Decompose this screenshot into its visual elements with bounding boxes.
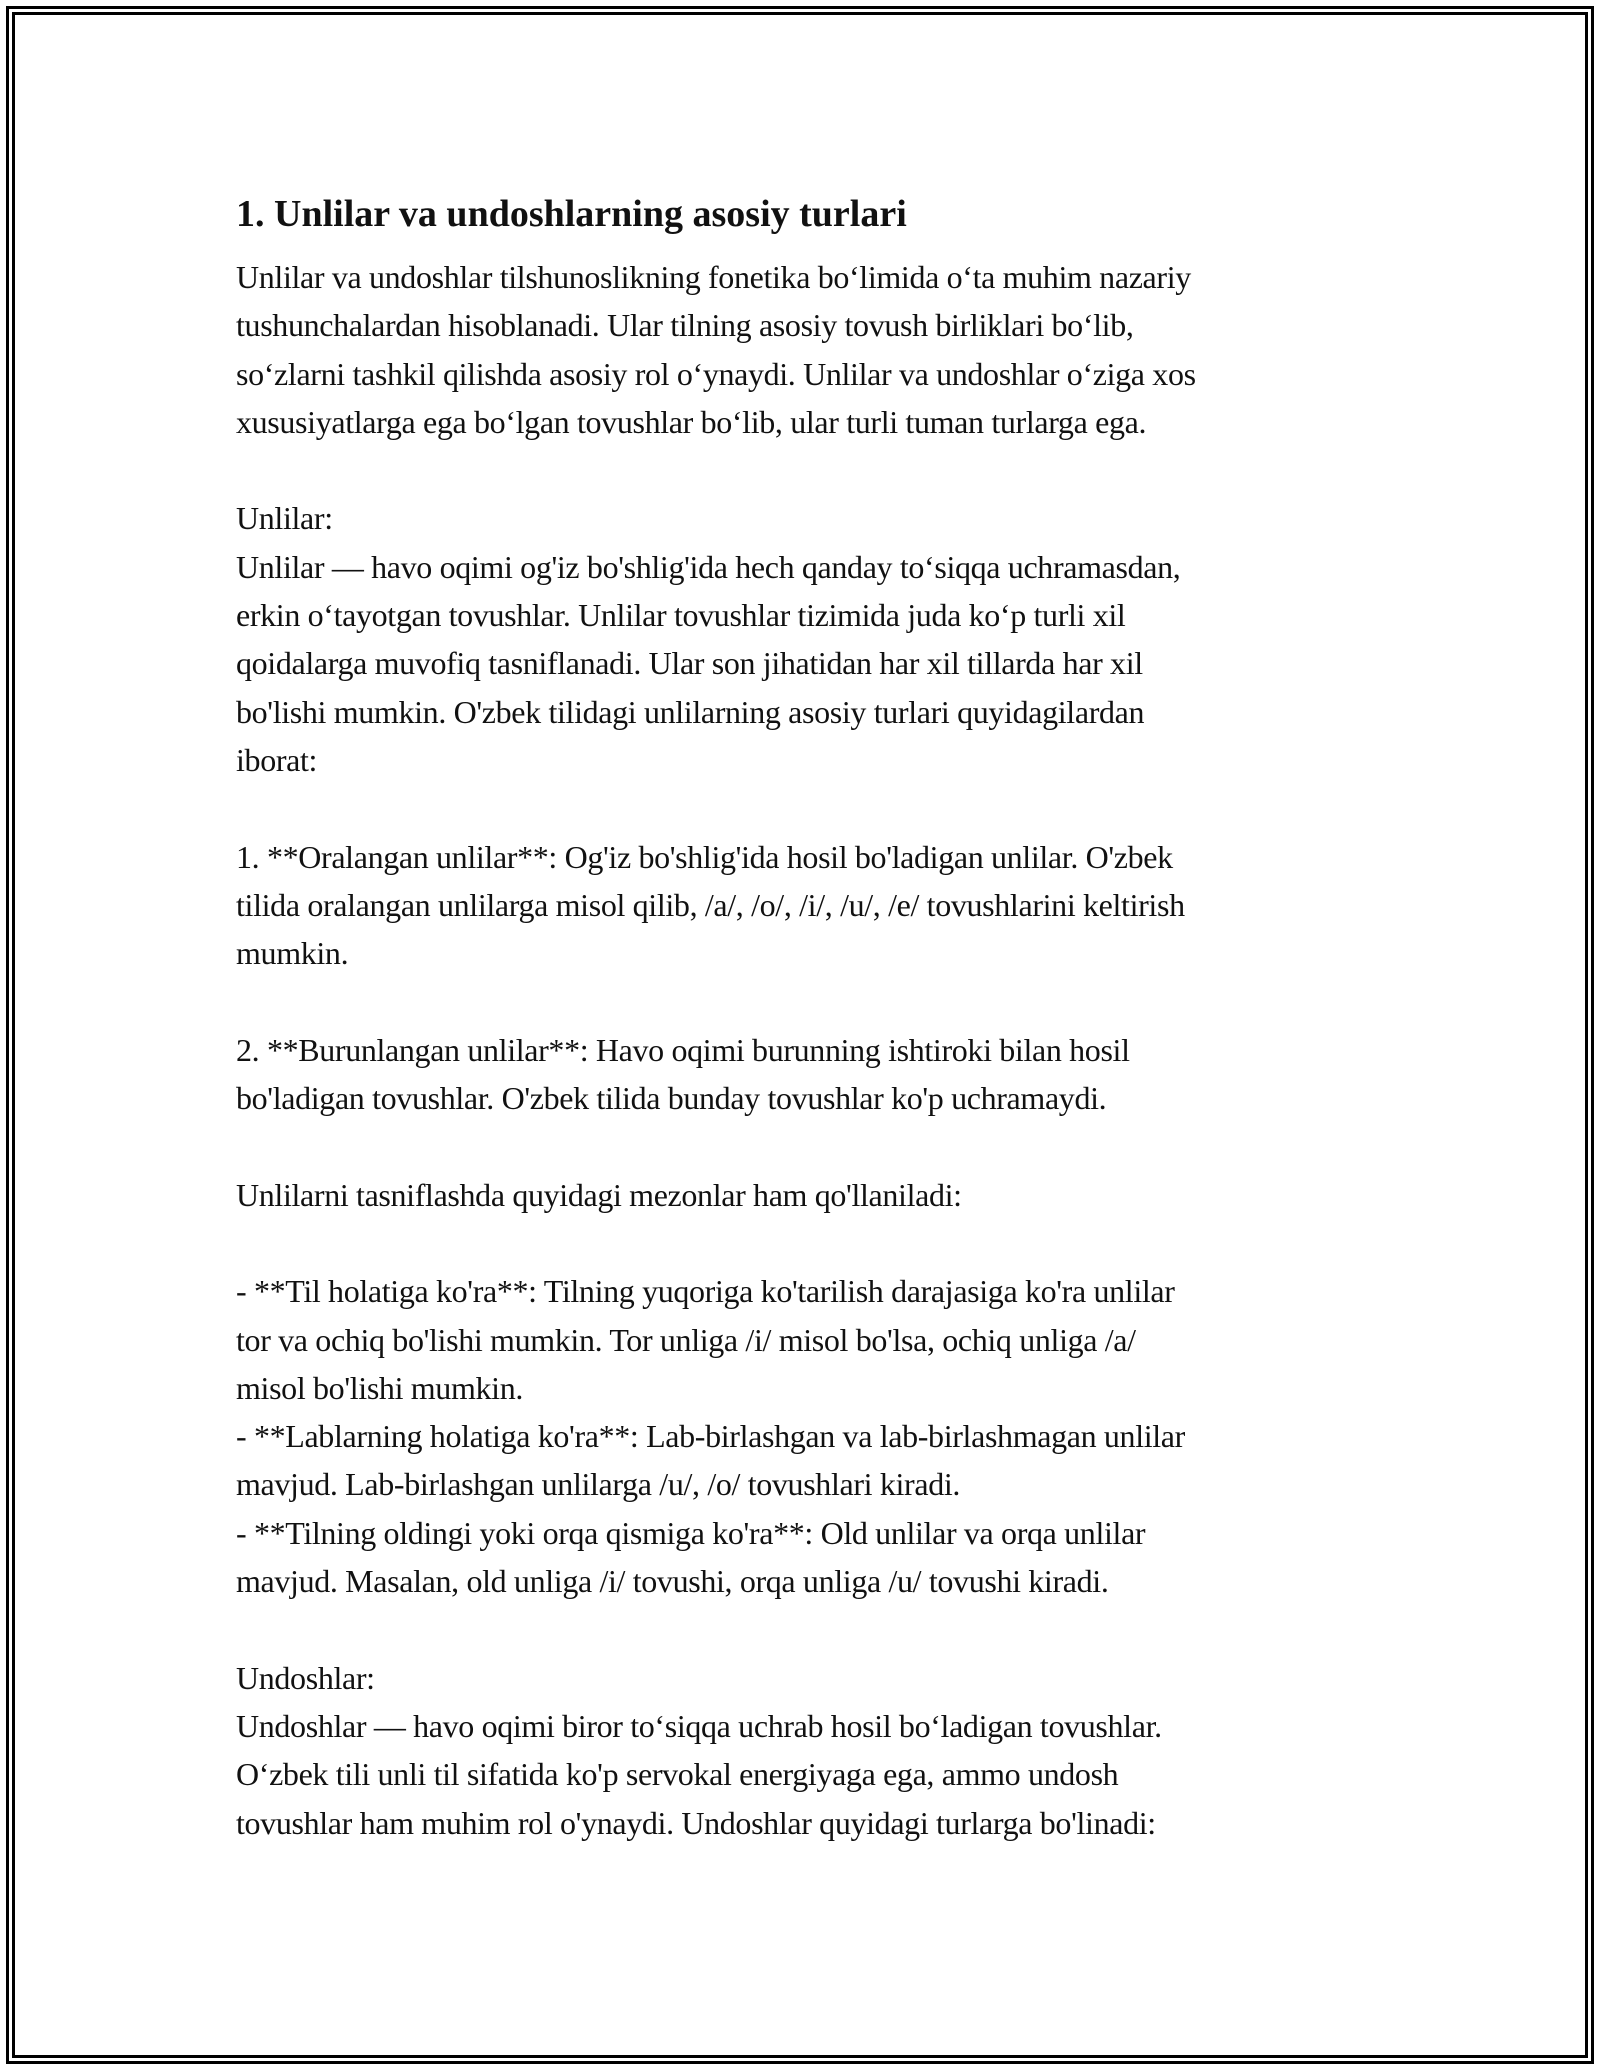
document-content bbox=[236, 186, 1376, 1847]
body-text: Unlilar va undoshlar tilshunoslikning fonetika bo‘limida o‘ta muhim nazariy tushunchalardan hisoblanadi. Ular tilning asosiy tovush birliklari bo‘lib, so‘zlarni tashkil qilishda asosiy rol o‘ynaydi. Unlilar va undoshlar o‘ziga xos xususiyatlarga ega bo‘lgan tovushlar bo‘lib, ular turli tuman turlarga ega. Unlilar: Unlilar — havo oqimi og'iz bo'shlig'ida hech qanday to‘siqqa uchramasdan, erkin o‘tayotgan tovushlar. Unlilar tovushlar tizimida juda ko‘p turli xil qoidalarga muvofiq tasniflanadi. Ular son jihatidan har xil tillarda har xil bo'lishi mumkin. O'zbek tilidagi unlilarning asosiy turlari quyidagilardan iborat: 1. **Oralangan unlilar**: Og'iz bo'shlig'ida hosil bo'ladigan unlilar. O'zbek tilida oralangan unlilarga misol qilib, /a/, /o/, /i/, /u/, /e/ tovushlarini keltirish mumkin. 2. **Burunlangan unlilar**: Havo oqimi burunning ishtiroki bilan hosil bo'ladigan tovushlar. O'zbek tilida bunday tovushlar ko'p uchramaydi. Unlilarni tasniflashda quyidagi mezonlar ham qo'llaniladi: - **Til holatiga ko'ra**: Tilning yuqoriga ko'tarilish darajasiga ko'ra unlilar tor va ochiq bo'lishi mumkin. Tor unliga /i/ misol bo'lsa, ochiq unliga /a/ misol bo'lishi mumkin. - **Lablarning holatiga ko'ra**: Lab-birlashgan va lab-birlashmagan unlilar mavjud. Lab-birlashgan unlilarga /u/, /o/ tovushlari kiradi. - **Tilning oldingi yoki orqa qismiga ko'ra**: Old unlilar va orqa unlilar mavjud. Masalan, old unliga /i/ tovushi, orqa unliga /u/ tovushi kiradi. Undoshlar: Undoshlar — havo oqimi biror to‘siqqa uchrab hosil bo‘ladigan tovushlar. O‘zbek tili unli til sifatida ko'p servokal energiyaga ega, ammo undosh tovushlar ham muhim rol o'ynaydi. Undoshlar quyidagi turlarga bo'linadi: bbox=[236, 259, 1196, 1841]
section-heading: 1. Unlilar va undoshlarning asosiy turlari bbox=[236, 193, 907, 235]
